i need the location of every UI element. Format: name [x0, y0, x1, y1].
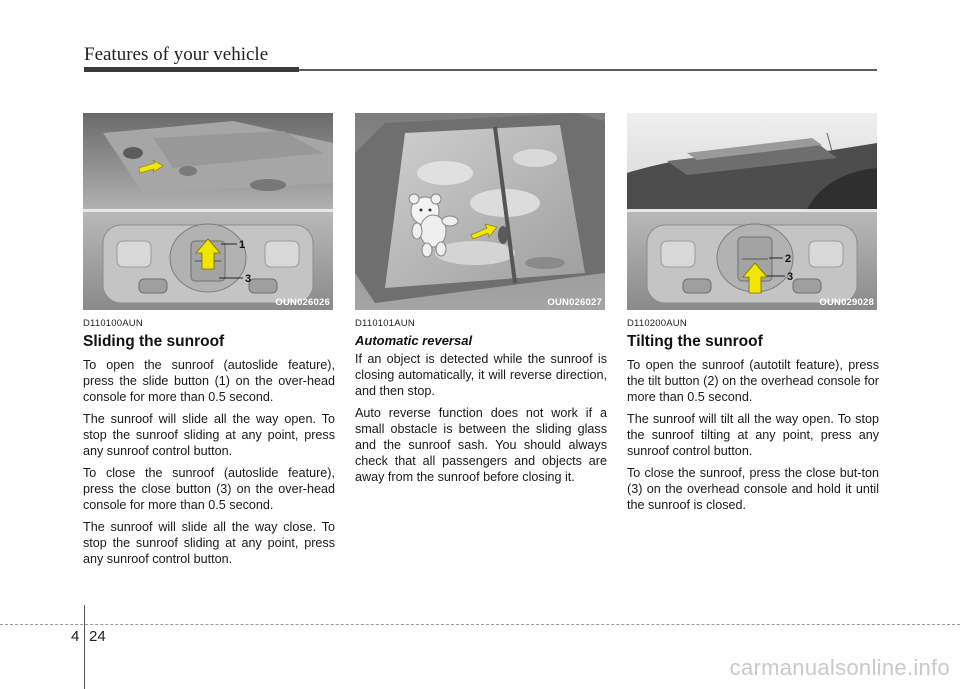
section-tilting [627, 318, 879, 519]
callout-3: 3 [787, 271, 794, 283]
section-code: D110200AUN [627, 318, 687, 329]
paragraph: The sunroof will tilt all the way open. To stop the sunroof tilting at any point, press any sunroof control button. [627, 412, 879, 458]
paragraph: To open the sunroof (autotilt feature), press the tilt button (2) on the overhead console for more than 0.5 second. [627, 358, 879, 404]
figure-code: OUN029028 [819, 297, 874, 308]
section-sliding [83, 318, 335, 573]
section-heading: Sliding the sunroof [83, 333, 225, 350]
figure-tilt-console [627, 113, 877, 310]
section-code: D110101AUN [355, 318, 415, 329]
page-header-title: Features of your vehicle [84, 44, 269, 65]
paragraph: Auto reverse function does not work if a small obstacle is between the sliding glass and the sunroof sash. You should always check that all passengers and objects are away from the sunroof before closing it. [355, 406, 607, 484]
paragraph: To close the sunroof, press the close but-ton (3) on the overhead console and hold it until the sunroof is closed. [627, 466, 879, 512]
paragraph: The sunroof will slide all the way close. To stop the sunroof sliding at any point, press any sunroof control button. [83, 520, 335, 566]
footer-divider [84, 605, 85, 689]
watermark: carmanualsonline.info [729, 655, 950, 680]
figure-slide-console [83, 113, 333, 310]
page-number: 24 [89, 628, 106, 645]
paragraph: To close the sunroof (autoslide feature), press the close button (3) on the over-head console for more than 0.5 second. [83, 466, 335, 512]
figure-reversal-sunroof [355, 113, 605, 310]
section-heading: Tilting the sunroof [627, 333, 763, 350]
section-code: D110100AUN [83, 318, 143, 329]
section-heading: Automatic reversal [355, 333, 473, 348]
figure-tilt-illustration [627, 113, 877, 310]
figure-code: OUN026027 [547, 297, 602, 308]
header-rule-thin [299, 69, 877, 71]
footer-rule [0, 624, 960, 626]
section-number: 4 [71, 628, 80, 645]
callout-1: 1 [239, 239, 246, 251]
paragraph: The sunroof will slide all the way open. To stop the sunroof sliding at any point, press any sunroof control button. [83, 412, 335, 458]
callout-3: 3 [245, 273, 252, 285]
header-rule-thick [84, 67, 299, 72]
figure-code: OUN026026 [275, 297, 330, 308]
section-reversal [355, 318, 607, 491]
paragraph: If an object is detected while the sunroof is closing automatically, it will reverse direction, and then stop. [355, 352, 607, 398]
paragraph: To open the sunroof (autoslide feature), press the slide button (1) on the over-head console for more than 0.5 second. [83, 358, 335, 404]
figure-slide-illustration [83, 113, 333, 310]
figure-reversal-illustration [355, 113, 605, 310]
callout-2: 2 [785, 253, 792, 265]
